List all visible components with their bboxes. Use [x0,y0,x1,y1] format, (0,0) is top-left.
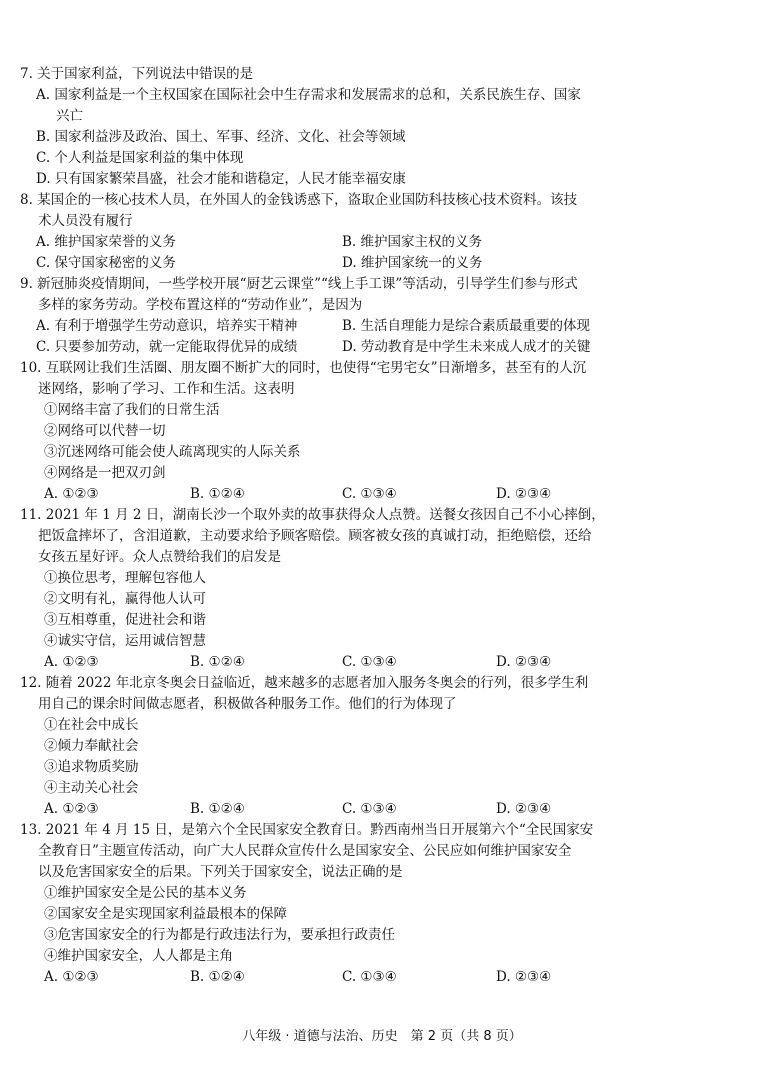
statement-item: ②国家安全是实现国家利益最根本的保障 [44,906,287,922]
question-stem: 9. 新冠肺炎疫情期间，一些学校开展“厨艺云课堂”“线上手工课”等活动，引导学生们参与形式 [20,276,578,292]
question-stem-continued: 用自己的课余时间做志愿者，积极做各种服务工作。他们的行为体现了 [38,696,457,712]
option-a: A. 国家利益是一个主权国家在国际社会中生存需求和发展需求的总和，关系民族生存、国家 [36,87,581,103]
question-stem: 7. 关于国家利益，下列说法中错误的是 [20,66,254,82]
choice-d: D. ②③④ [496,801,552,817]
statement-item: ①换位思考，理解包容他人 [44,570,206,586]
choice-b: B. ①②④ [190,486,245,502]
question-stem: 8. 某国企的一核心技术人员，在外国人的金钱诱惑下，盗取企业国防科技核心技术资料。该技 [20,192,578,208]
choice-d: D. ②③④ [496,486,552,502]
question-stem: 11. 2021 年 1 月 2 日，湖南长沙一个取外卖的故事获得众人点赞。送餐女孩因自己不小心摔倒， [20,507,605,523]
option-b: B. 维护国家主权的义务 [342,234,483,250]
statement-item: ③沉迷网络可能会使人疏离现实的人际关系 [44,444,301,460]
statement-item: ②文明有礼，赢得他人认可 [44,591,206,607]
question-stem-continued: 以及危害国家安全的后果。下列关于国家安全，说法正确的是 [38,864,403,880]
statement-item: ③互相尊重，促进社会和谐 [44,612,206,628]
option-b: B. 生活自理能力是综合素质最重要的体现 [342,318,591,334]
question-stem-continued: 迷网络，影响了学习、工作和生活。这表明 [38,381,295,397]
question-stem-continued: 女孩五星好评。众人点赞给我们的启发是 [38,549,281,565]
statement-item: ①在社会中成长 [44,717,139,733]
choice-a: A. ①②③ [44,969,99,985]
choice-c: C. ①③④ [342,654,397,670]
choice-a: A. ①②③ [44,486,99,502]
option-d: D. 维护国家统一的义务 [342,255,483,271]
statement-item: ④诚实守信，运用诚信智慧 [44,633,206,649]
choice-a: A. ①②③ [44,801,99,817]
choice-c: C. ①③④ [342,801,397,817]
question-stem-continued: 多样的家务劳动。学校布置这样的“劳动作业”，是因为 [38,297,363,313]
question-stem: 12. 随着 2022 年北京冬奥会日益临近，越来越多的志愿者加入服务冬奥会的行列，很多学生利 [20,675,589,691]
question-stem: 10. 互联网让我们生活圈、朋友圈不断扩大的同时，也使得“宅男宅女”日渐增多，甚至有的人沉 [20,360,587,376]
choice-c: C. ①③④ [342,969,397,985]
statement-item: ④网络是一把双刃剑 [44,465,166,481]
statement-item: ④主动关心社会 [44,780,139,796]
question-stem-continued: 术人员没有履行 [38,213,133,229]
option-c: C. 保守国家秘密的义务 [36,255,176,271]
choice-d: D. ②③④ [496,969,552,985]
option-a: A. 维护国家荣誉的义务 [36,234,176,250]
option-d: D. 只有国家繁荣昌盛，社会才能和谐稳定，人民才能幸福安康 [36,171,406,187]
question-stem: 13. 2021 年 4 月 15 日，是第六个全民国家安全教育日。黔西南州当日开展第六个“全民国家安 [20,822,594,838]
choice-d: D. ②③④ [496,654,552,670]
statement-item: ④维护国家安全，人人都是主角 [44,948,233,964]
statement-item: ①网络丰富了我们的日常生活 [44,402,220,418]
option-c: C. 个人利益是国家利益的集中体现 [36,150,244,166]
choice-b: B. ①②④ [190,654,245,670]
choice-c: C. ①③④ [342,486,397,502]
statement-item: ①维护国家安全是公民的基本义务 [44,885,247,901]
question-stem-continued: 全教育日”主题宣传活动，向广大人民群众宣传什么是国家安全、公民应如何维护国家安全 [38,843,572,859]
page-footer: 八年级 · 道德与法治、历史 第 2 页（共 8 页） [242,1029,522,1044]
option-c: C. 只要参加劳动，就一定能取得优异的成绩 [36,339,298,355]
option-d: D. 劳动教育是中学生未来成人成才的关键 [342,339,591,355]
choice-b: B. ①②④ [190,801,245,817]
question-stem-continued: 把饭盒摔坏了，含泪道歉，主动要求给予顾客赔偿。顾客被女孩的真诚打动，拒绝赔偿，还给 [38,528,592,544]
statement-item: ②网络可以代替一切 [44,423,166,439]
statement-item: ②倾力奉献社会 [44,738,139,754]
statement-item: ③危害国家安全的行为都是行政违法行为，要承担行政责任 [44,927,395,943]
choice-a: A. ①②③ [44,654,99,670]
statement-item: ③追求物质奖励 [44,759,139,775]
option-a: A. 有利于增强学生劳动意识，培养实干精神 [36,318,298,334]
choice-b: B. ①②④ [190,969,245,985]
option-b: B. 国家利益涉及政治、国土、军事、经济、文化、社会等领域 [36,129,406,145]
option-a-continued: 兴亡 [56,108,83,124]
